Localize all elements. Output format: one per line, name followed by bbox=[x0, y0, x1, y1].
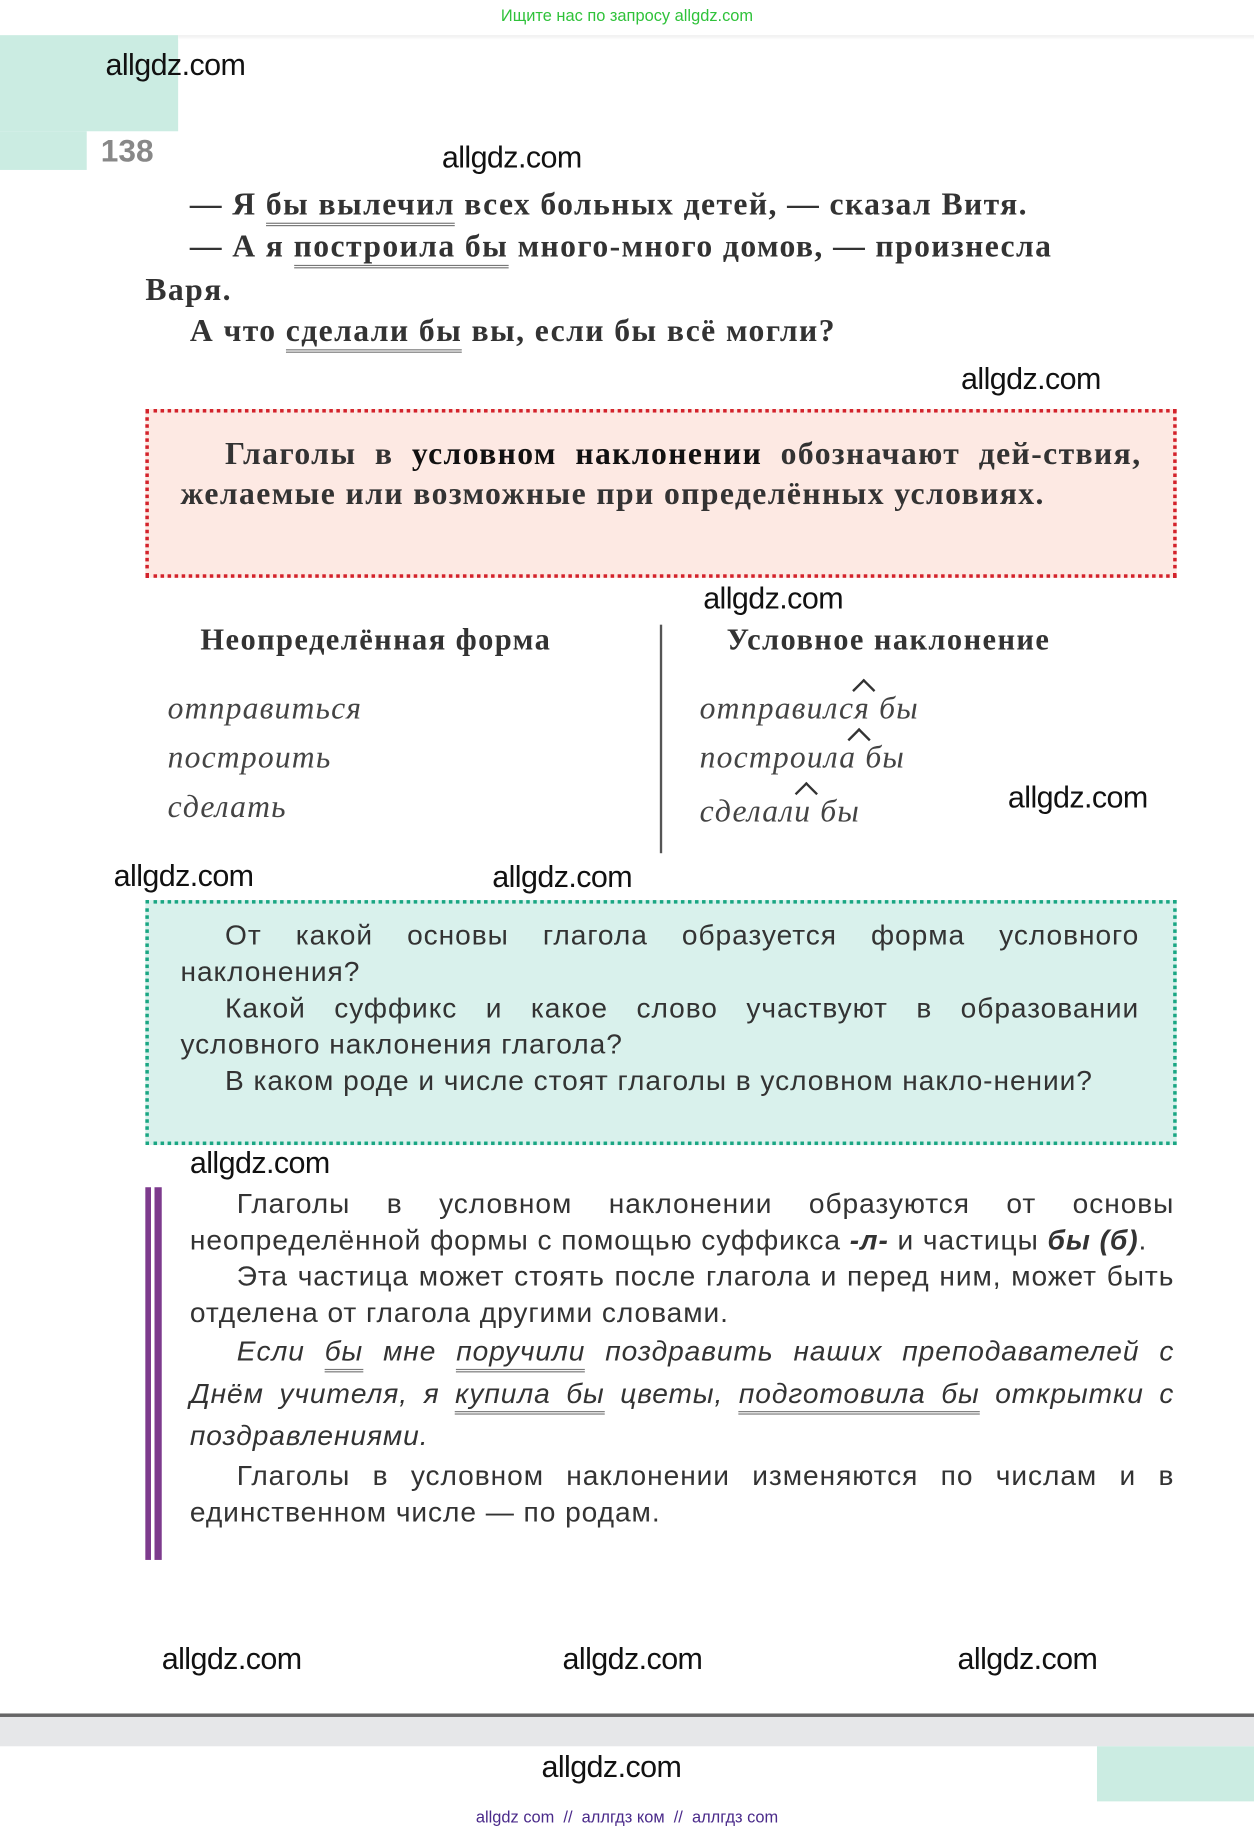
dialogue-line-3: Варя. bbox=[145, 271, 232, 308]
questions-text bbox=[180, 918, 1139, 1100]
next-page-tab bbox=[1097, 1746, 1254, 1801]
question-2: Какой суффикс и какое слово участвуют в образовании условного наклонения глагола? bbox=[180, 992, 1140, 1061]
questions-box bbox=[145, 900, 1176, 1145]
dialogue-line-4: А что сделали бы вы, если бы всё могли? bbox=[190, 312, 836, 350]
left-form-1: отправиться bbox=[167, 690, 363, 726]
theory-p2: Эта частица может стоять после глагола и перед ним, может быть отделена от глагола другими словами. bbox=[189, 1261, 1175, 1330]
watermark: allgdz.com bbox=[105, 46, 246, 83]
theory-p1: Глаголы в условном наклонении образуются от основы неопределённой формы с помощью суффикса -л- и частицы бы (б). bbox=[189, 1188, 1175, 1257]
right-form-1: отправился бы bbox=[699, 690, 919, 726]
left-form-2: построить bbox=[167, 739, 332, 775]
rule-text: Глаголы в условном наклонении обозначают дей-ствия, желаемые или возможные при определённых условиях. bbox=[180, 435, 1142, 511]
left-form-3: сделать bbox=[167, 788, 287, 824]
header-shadow bbox=[178, 35, 1254, 40]
question-3: В каком роде и числе стоят глаголы в условном накло-нении? bbox=[225, 1065, 1093, 1097]
theory-text bbox=[190, 1186, 1174, 1531]
rule-box bbox=[145, 409, 1176, 578]
right-form-3: сделали бы bbox=[699, 793, 860, 829]
watermark: allgdz.com bbox=[113, 857, 254, 894]
page-number: 138 bbox=[100, 133, 154, 169]
footer-links[interactable]: allgdz com // аллгдз ком // аллгдз com bbox=[475, 1807, 779, 1826]
page-gap bbox=[0, 1717, 1254, 1746]
theory-example: Если бы мне поручили поздравить наших преподавателей с Днём учителя, я купила бы цветы, подготовила бы открытки с поздравлениями. bbox=[189, 1336, 1175, 1453]
table-divider bbox=[660, 625, 662, 854]
watermark: allgdz.com bbox=[541, 1748, 682, 1784]
watermark: allgdz.com bbox=[441, 139, 582, 175]
corner-tab-lower bbox=[0, 131, 87, 170]
question-1: От какой основы глагола образуется форма условного наклонения? bbox=[180, 920, 1140, 988]
dialogue-line-1: — Я бы вылечил всех больных детей, — сказал Витя. bbox=[190, 185, 1028, 223]
watermark: allgdz.com bbox=[189, 1145, 330, 1181]
left-header: Неопределённая форма bbox=[200, 622, 552, 657]
theory-p3: Глаголы в условном наклонении изменяются по числам и в единственном числе — по родам. bbox=[189, 1460, 1175, 1529]
right-form-2: построила бы bbox=[699, 739, 906, 775]
right-header: Условное наклонение bbox=[726, 622, 1051, 657]
watermark: allgdz.com bbox=[957, 1640, 1098, 1676]
watermark: allgdz.com bbox=[703, 580, 843, 616]
watermark: allgdz.com bbox=[1007, 779, 1148, 815]
theory-marker-bar bbox=[145, 1187, 161, 1560]
watermark: allgdz.com bbox=[961, 360, 1101, 397]
dialogue-line-2: — А я построила бы много-много домов, — произнесла bbox=[190, 227, 1053, 265]
watermark: allgdz.com bbox=[492, 859, 633, 895]
watermark: allgdz.com bbox=[161, 1640, 302, 1676]
watermark: allgdz.com bbox=[562, 1640, 703, 1676]
top-banner[interactable]: Ищите нас по запросу allgdz.com bbox=[500, 5, 754, 25]
